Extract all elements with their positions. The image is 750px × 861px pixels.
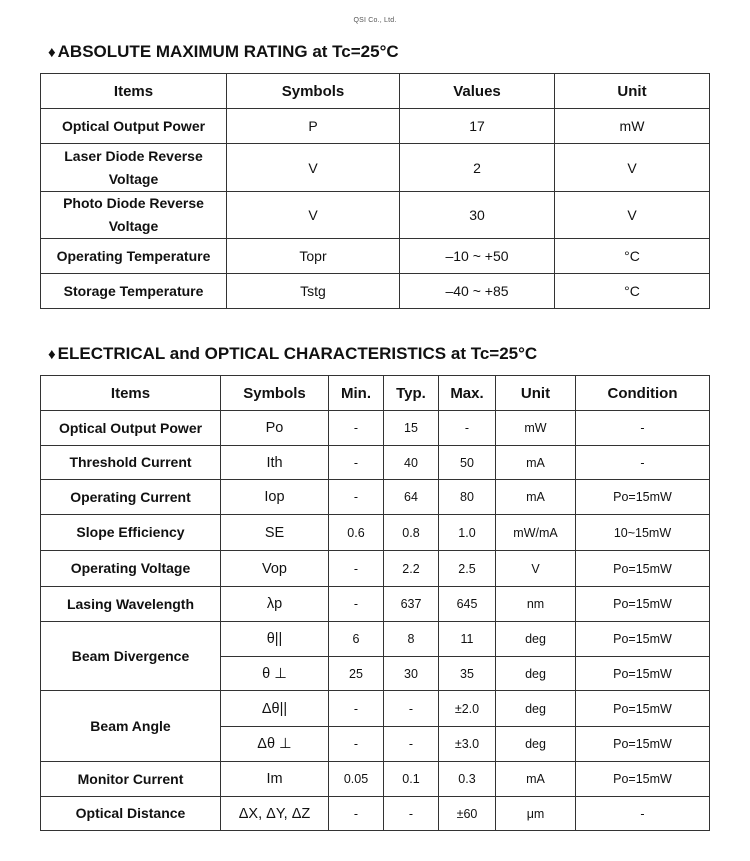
row-max: 11: [439, 622, 496, 657]
row-typ: -: [384, 727, 439, 762]
row-value: 30: [400, 192, 555, 239]
row-unit: mA: [496, 446, 576, 480]
row-symbol: V: [227, 144, 400, 192]
table-row: [41, 797, 710, 831]
row-value: –10 ~ +50: [400, 239, 555, 274]
row-item: Photo Diode Reverse Voltage: [41, 192, 227, 239]
row-unit: deg: [496, 727, 576, 762]
row-item: Optical Output Power: [41, 411, 221, 446]
row-min: -: [329, 691, 384, 727]
row-max: 1.0: [439, 515, 496, 551]
row-typ: 15: [384, 411, 439, 446]
row-unit: mA: [496, 762, 576, 797]
row-unit: mW/mA: [496, 515, 576, 551]
row-min: 0.6: [329, 515, 384, 551]
row-item-beam-divergence: Beam Divergence: [41, 622, 221, 691]
row-unit: °C: [555, 274, 710, 309]
row-item: Storage Temperature: [41, 274, 227, 309]
row-symbol: V: [227, 192, 400, 239]
row-symbol: ΔX, ΔY, ΔZ: [221, 797, 329, 831]
row-item-beam-angle: Beam Angle: [41, 691, 221, 762]
row-item: Operating Voltage: [41, 551, 221, 587]
table-header-row: [41, 74, 710, 109]
row-item: Optical Output Power: [41, 109, 227, 144]
row-symbol: P: [227, 109, 400, 144]
row-unit: mW: [496, 411, 576, 446]
row-condition: Po=15mW: [576, 622, 710, 657]
row-condition: -: [576, 446, 710, 480]
row-unit: deg: [496, 622, 576, 657]
row-max: 2.5: [439, 551, 496, 587]
row-item: Operating Temperature: [41, 239, 227, 274]
table-row: [41, 274, 710, 309]
row-condition: Po=15mW: [576, 657, 710, 691]
row-value: 17: [400, 109, 555, 144]
table-row: [41, 515, 710, 551]
row-symbol: Δθ ⊥: [221, 727, 329, 762]
row-condition: Po=15mW: [576, 551, 710, 587]
row-condition: Po=15mW: [576, 587, 710, 622]
electrical-optical-table: [40, 375, 710, 831]
header-items: Items: [41, 376, 221, 411]
row-typ: -: [384, 691, 439, 727]
company-name: QSI Co., Ltd.: [353, 17, 397, 24]
row-min: -: [329, 446, 384, 480]
table-row: [41, 762, 710, 797]
row-symbol: Po: [221, 411, 329, 446]
row-unit: V: [555, 144, 710, 192]
row-typ: 637: [384, 587, 439, 622]
row-unit: mW: [555, 109, 710, 144]
table-row: [41, 192, 710, 239]
row-symbol: Iop: [221, 480, 329, 515]
header-unit: Unit: [496, 376, 576, 411]
row-item: Monitor Current: [41, 762, 221, 797]
row-condition: Po=15mW: [576, 762, 710, 797]
table-row: [41, 622, 710, 657]
row-unit: deg: [496, 691, 576, 727]
table-row: [41, 446, 710, 480]
row-typ: 8: [384, 622, 439, 657]
row-min: -: [329, 551, 384, 587]
row-min: 6: [329, 622, 384, 657]
table-row: [41, 587, 710, 622]
absolute-max-rating-table: [40, 73, 710, 309]
row-max: 35: [439, 657, 496, 691]
row-max: 80: [439, 480, 496, 515]
row-min: -: [329, 797, 384, 831]
header-values: Values: [400, 74, 555, 109]
diamond-bullet-icon: ♦: [48, 346, 56, 363]
row-typ: 30: [384, 657, 439, 691]
row-symbol: θ ⊥: [221, 657, 329, 691]
row-max: 50: [439, 446, 496, 480]
row-min: -: [329, 411, 384, 446]
row-item: Operating Current: [41, 480, 221, 515]
row-max: 0.3: [439, 762, 496, 797]
row-max: ±2.0: [439, 691, 496, 727]
header-unit: Unit: [555, 74, 710, 109]
row-min: 0.05: [329, 762, 384, 797]
row-typ: 40: [384, 446, 439, 480]
diamond-bullet-icon: ♦: [48, 44, 56, 61]
header-symbols: Symbols: [221, 376, 329, 411]
table-row: [41, 691, 710, 727]
row-item: Optical Distance: [41, 797, 221, 831]
row-symbol: Im: [221, 762, 329, 797]
table-row: [41, 411, 710, 446]
row-symbol: λp: [221, 587, 329, 622]
row-symbol: Ith: [221, 446, 329, 480]
row-symbol: θ||: [221, 622, 329, 657]
row-unit: μm: [496, 797, 576, 831]
section-title-electrical-optical: ♦ ELECTRICAL and OPTICAL CHARACTERISTICS at Tc=25°C: [48, 344, 538, 363]
row-min: -: [329, 727, 384, 762]
header-items: Items: [41, 74, 227, 109]
table-row: [41, 109, 710, 144]
table-header-row: [41, 376, 710, 411]
row-item: Threshold Current: [41, 446, 221, 480]
row-typ: -: [384, 797, 439, 831]
row-symbol: Vop: [221, 551, 329, 587]
table-row: [41, 239, 710, 274]
header-symbols: Symbols: [227, 74, 400, 109]
header-min: Min.: [329, 376, 384, 411]
table-row: [41, 480, 710, 515]
row-condition: -: [576, 411, 710, 446]
row-condition: Po=15mW: [576, 727, 710, 762]
row-unit: mA: [496, 480, 576, 515]
row-condition: -: [576, 797, 710, 831]
row-min: -: [329, 587, 384, 622]
row-min: 25: [329, 657, 384, 691]
row-item: Slope Efficiency: [41, 515, 221, 551]
header-max: Max.: [439, 376, 496, 411]
row-typ: 2.2: [384, 551, 439, 587]
row-item: Lasing Wavelength: [41, 587, 221, 622]
table-row: [41, 144, 710, 192]
row-symbol: Topr: [227, 239, 400, 274]
row-typ: 0.1: [384, 762, 439, 797]
header-condition: Condition: [576, 376, 710, 411]
row-condition: 10~15mW: [576, 515, 710, 551]
row-value: –40 ~ +85: [400, 274, 555, 309]
row-max: 645: [439, 587, 496, 622]
row-typ: 64: [384, 480, 439, 515]
table-row: [41, 551, 710, 587]
row-item: Laser Diode Reverse Voltage: [41, 144, 227, 192]
row-max: ±60: [439, 797, 496, 831]
row-condition: Po=15mW: [576, 691, 710, 727]
row-unit: deg: [496, 657, 576, 691]
row-unit: V: [496, 551, 576, 587]
row-min: -: [329, 480, 384, 515]
row-symbol: Tstg: [227, 274, 400, 309]
row-max: ±3.0: [439, 727, 496, 762]
row-unit: nm: [496, 587, 576, 622]
row-symbol: SE: [221, 515, 329, 551]
row-typ: 0.8: [384, 515, 439, 551]
header-typ: Typ.: [384, 376, 439, 411]
row-unit: °C: [555, 239, 710, 274]
row-symbol: Δθ||: [221, 691, 329, 727]
row-value: 2: [400, 144, 555, 192]
row-unit: V: [555, 192, 710, 239]
section-title-absolute-max: ♦ ABSOLUTE MAXIMUM RATING at Tc=25°C: [48, 42, 399, 61]
row-max: -: [439, 411, 496, 446]
row-condition: Po=15mW: [576, 480, 710, 515]
